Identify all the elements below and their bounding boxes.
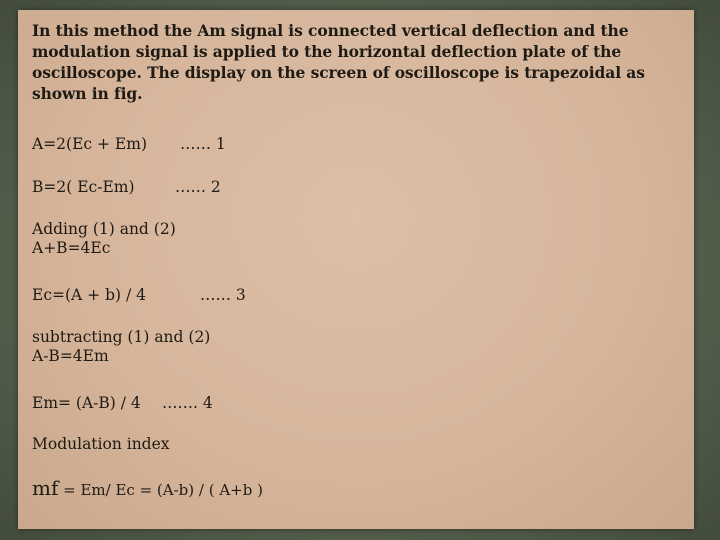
parchment-panel: [18, 10, 694, 529]
equation-3: Ec=(A + b) / 4: [32, 286, 146, 304]
equation-1: A=2(Ec + Em): [32, 135, 147, 153]
equation-2: B=2( Ec-Em): [32, 178, 135, 196]
final-formula: [32, 476, 263, 500]
modulation-index-label: Modulation index: [32, 435, 170, 453]
intro-line: shown in fig.: [32, 84, 143, 103]
adding-result: A+B=4Ec: [32, 239, 111, 257]
final-formula-rest: = Em/ Ec = (A-b) / ( A+b ): [58, 481, 263, 499]
subtracting-label: subtracting (1) and (2): [32, 328, 211, 346]
final-formula-prefix: mf: [32, 476, 59, 500]
subtracting-result: A-B=4Em: [32, 347, 109, 365]
adding-label: Adding (1) and (2): [32, 220, 176, 238]
intro-paragraph: [32, 20, 645, 104]
intro-line: modulation signal is applied to the horizontal deflection plate of the: [32, 42, 622, 61]
intro-line: In this method the Am signal is connected vertical deflection and the: [32, 21, 629, 40]
equation-2-number: …… 2: [175, 178, 221, 196]
equation-4-number: ……. 4: [162, 394, 213, 412]
equation-4: Em= (A-B) / 4: [32, 394, 141, 412]
equation-3-number: …… 3: [200, 286, 246, 304]
intro-line: oscilloscope. The display on the screen of oscilloscope is trapezoidal as: [32, 63, 645, 82]
equation-1-number: …… 1: [180, 135, 226, 153]
